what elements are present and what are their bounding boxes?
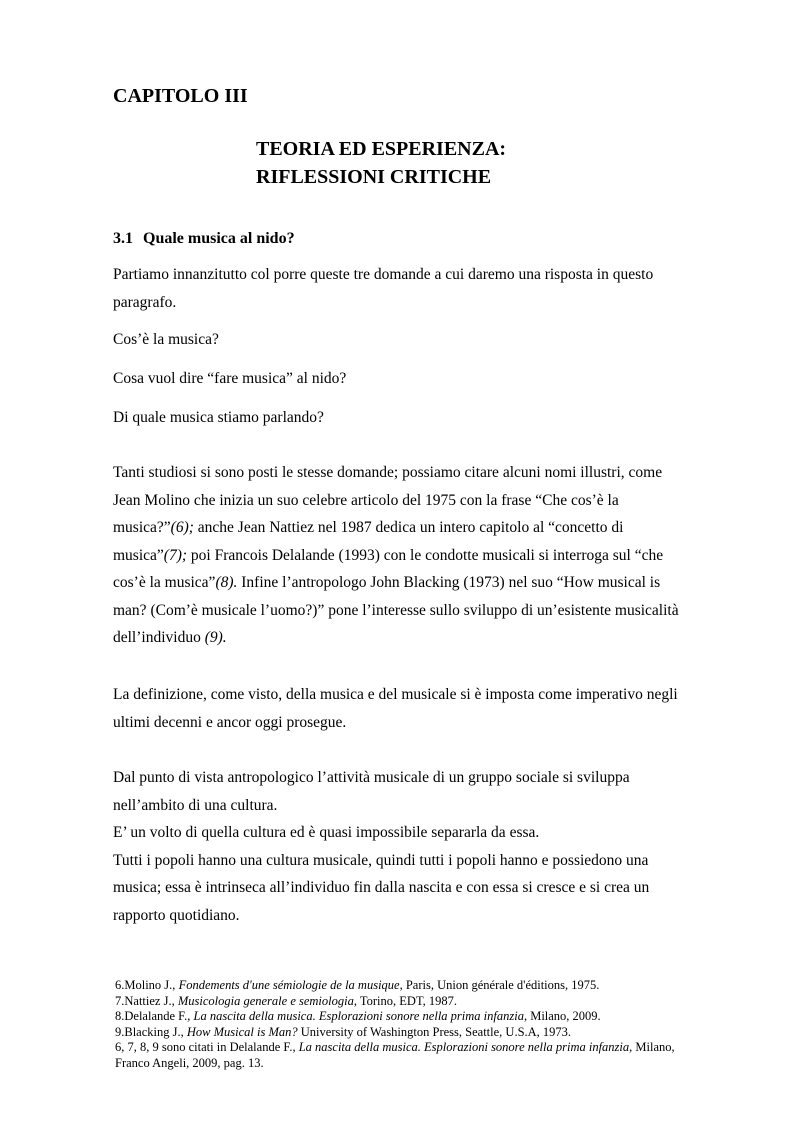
anthropology-line-3: Tutti i popoli hanno una cultura musicale, quindi tutti i popoli hanno e possiedono una musica; essa è intrinseca all’individuo fin dalla nascita e con essa si cresce e si crea un rapporto quotidiano. — [113, 851, 650, 924]
ref-9: (9). — [204, 629, 227, 646]
footnote-6-author: 6.Molino J., — [115, 978, 179, 992]
ref-6: (6); — [170, 519, 194, 536]
footnote-9-publisher: University of Washington Press, Seattle, U.S.A, 1973. — [297, 1024, 572, 1039]
footnote-6-publisher: , Paris, Union générale d'éditions, 1975. — [399, 978, 600, 992]
scholars-text-2: anche Jean Nattiez nel 1987 dedica un intero capitolo al “concetto di musica” — [113, 519, 624, 564]
ref-7: (7); — [163, 546, 188, 564]
footnote-7-title: Musicologia generale e semiologia — [177, 993, 354, 1008]
scholars-text-4: Infine l’antropologo John Blacking (1973) nel suo “How musical is man? (Com’è musicale l’uomo?)” pone l’interesse sullo sviluppo di un’esistente musicalità dell’individuo — [113, 574, 679, 646]
footnote-9-title: How Musical is Man? — [186, 1024, 298, 1039]
footnotes — [115, 978, 675, 1071]
chapter-subtitle — [256, 135, 506, 191]
footnote-8-title: La nascita della musica. Esplorazioni sonore nella prima infanzia — [193, 1009, 524, 1023]
footnote-7 — [115, 994, 675, 1010]
subtitle-line-2: RIFLESSIONI CRITICHE — [256, 166, 492, 188]
footnote-summary-title: La nascita della musica. Esplorazioni sonore nella prima infanzia — [298, 1040, 630, 1054]
scholars-paragraph — [113, 459, 683, 652]
footnote-summary-prefix: 6, 7, 8, 9 sono citati in Delalande F., — [115, 1040, 299, 1054]
question-3: Di quale musica stiamo parlando? — [113, 409, 324, 426]
footnote-8-author: 8.Delalande F., — [115, 1009, 194, 1023]
footnote-7-author: 7.Nattiez J., — [115, 993, 178, 1008]
section-heading — [113, 230, 295, 248]
section-number: 3.1 — [113, 230, 133, 247]
scholars-text-1: Tanti studiosi si sono posti le stesse domande; possiamo citare alcuni nomi illustri, come Jean Molino che inizia un suo celebre articolo del 1975 con la frase “Che cos’è la musica?” — [113, 464, 663, 536]
anthropology-paragraph — [113, 764, 683, 929]
footnote-9-author: 9.Blacking J., — [115, 1024, 187, 1039]
intro-paragraph: Partiamo innanzitutto col porre queste tre domande a cui daremo una risposta in questo paragrafo. — [113, 266, 654, 311]
section-title: Quale musica al nido? — [143, 230, 295, 247]
footnote-9 — [115, 1025, 675, 1041]
footnote-summary-publisher: , Milano, Franco Angeli, 2009, pag. 13. — [115, 1040, 675, 1070]
chapter-heading: CAPITOLO III — [113, 85, 248, 107]
subtitle-line-1: TEORIA ED ESPERIENZA: — [256, 138, 507, 160]
ref-8: (8). — [215, 574, 238, 591]
footnote-8-publisher: , Milano, 2009. — [523, 1009, 601, 1023]
footnote-6 — [115, 978, 675, 994]
scholars-text-3: poi Francois Delalande (1993) con le condotte musicali si interroga sul “che cos’è la musica” — [113, 546, 664, 591]
question-2: Cosa vuol dire “fare musica” al nido? — [113, 370, 347, 387]
footnote-7-publisher: , Torino, EDT, 1987. — [353, 993, 458, 1008]
footnote-6-title: Fondements d'une sémiologie de la musique — [178, 978, 400, 992]
footnote-summary — [115, 1040, 675, 1071]
anthropology-line-2: E’ un volto di quella cultura ed è quasi impossibile separarla da essa. — [113, 824, 540, 841]
question-1: Cos’è la musica? — [113, 331, 219, 348]
footnote-8 — [115, 1009, 675, 1025]
definition-paragraph: La definizione, come visto, della musica e del musicale si è imposta come imperativo negli ultimi decenni e ancor oggi prosegue. — [113, 686, 678, 731]
anthropology-line-1: Dal punto di vista antropologico l’attività musicale di un gruppo sociale si sviluppa nell’ambito di una cultura. — [113, 769, 630, 814]
